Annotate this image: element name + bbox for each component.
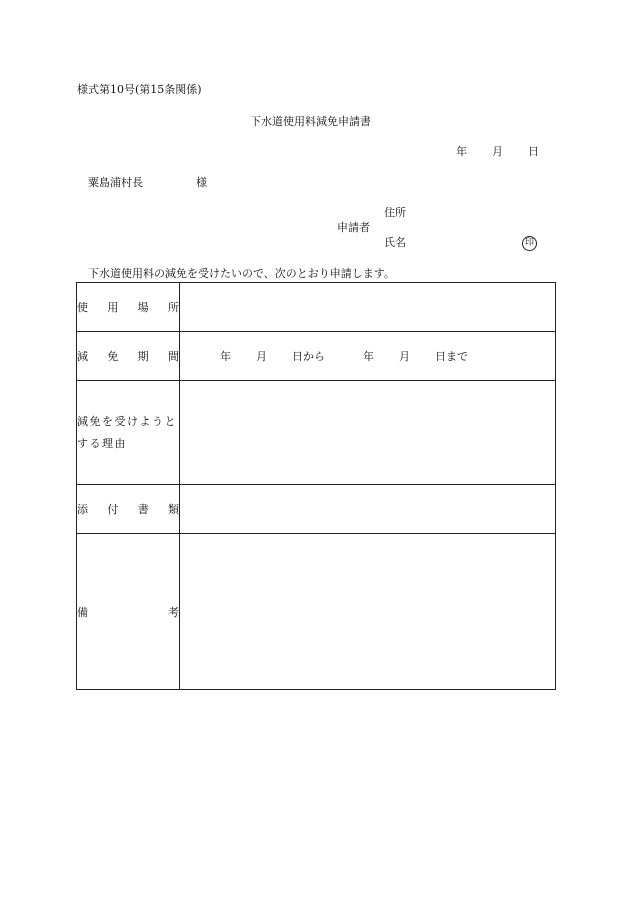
form-number: 様式第10号(第15条関係) (77, 83, 202, 96)
label-char: 添 (77, 503, 88, 516)
period-label (77, 332, 180, 381)
label-char: 考 (168, 605, 179, 619)
date-month-label: 月 (492, 145, 503, 158)
label-char: 類 (167, 503, 179, 516)
label-char: 場 (137, 301, 149, 314)
reason-label: 減免を受けようとする理由 (77, 381, 180, 485)
form-title: 下水道使用料減免申請書 (250, 115, 371, 128)
table-row (77, 534, 556, 690)
label-char: 付 (107, 503, 119, 516)
applicant-label: 申請者 (337, 221, 370, 234)
remarks-label (77, 534, 180, 690)
period-until: 日まで (435, 350, 468, 363)
date-day-label: 日 (528, 145, 539, 158)
period-from: 日から (292, 350, 325, 363)
label-char: 備 (77, 605, 88, 619)
location-field[interactable] (180, 283, 556, 332)
table-row (77, 283, 556, 332)
label-char: 所 (167, 301, 179, 314)
name-label: 氏名 (384, 236, 406, 249)
label-char: 免 (107, 350, 119, 363)
application-table (76, 282, 556, 690)
label-char: 書 (137, 503, 149, 516)
addressee-name: 粟島浦村長 (88, 176, 143, 189)
date-year-label: 年 (456, 145, 467, 158)
location-label (77, 283, 180, 332)
label-char: 減 (77, 350, 88, 363)
reason-field[interactable] (180, 381, 556, 485)
label-char: 用 (107, 301, 119, 314)
table-row (77, 485, 556, 534)
intro-text: 下水道使用料の減免を受けたいので、次のとおり申請します。 (88, 267, 395, 280)
table-row (77, 332, 556, 381)
address-label: 住所 (384, 206, 406, 219)
period-field[interactable] (180, 332, 556, 381)
label-char: 間 (167, 350, 179, 363)
label-char: 使 (77, 301, 88, 314)
attachments-field[interactable] (180, 485, 556, 534)
period-year2: 年 (363, 350, 374, 363)
addressee-honorific: 様 (196, 176, 207, 189)
table-row (77, 381, 556, 485)
period-month1: 月 (256, 350, 267, 363)
seal-mark: 印 (522, 236, 537, 251)
attachments-label (77, 485, 180, 534)
label-char: 期 (137, 350, 149, 363)
remarks-field[interactable] (180, 534, 556, 690)
period-year1: 年 (220, 350, 231, 363)
period-month2: 月 (399, 350, 410, 363)
